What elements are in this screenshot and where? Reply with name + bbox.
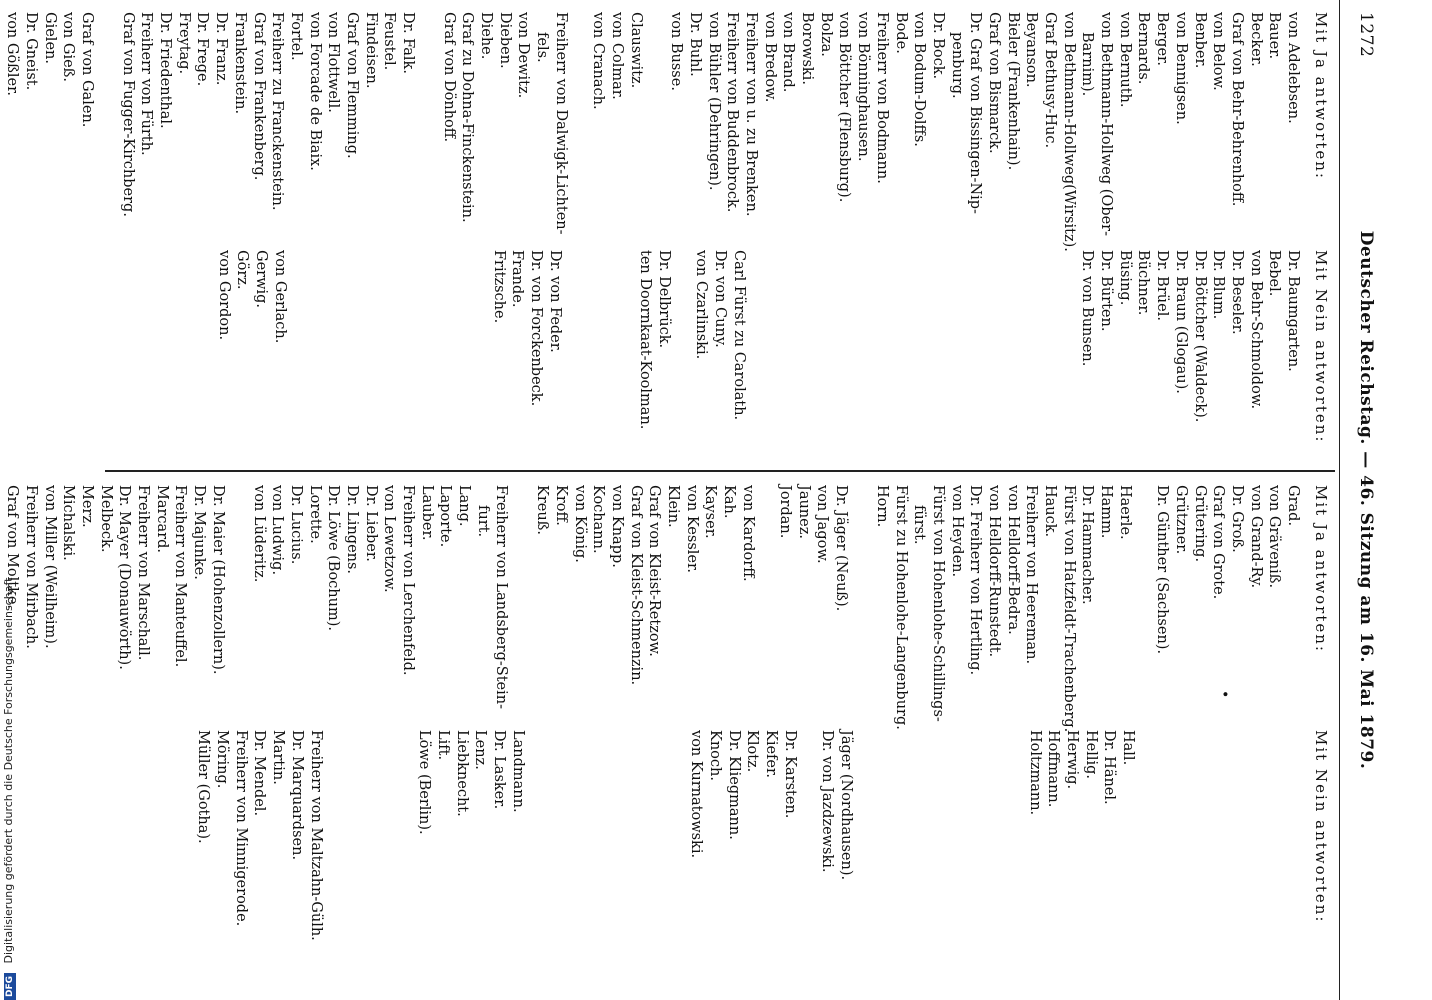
member-name: Dr. Majunke. [191, 485, 208, 580]
member-name: Graf von Flemming. [344, 12, 360, 159]
member-name: Dr. Baumgarten. [1285, 250, 1301, 372]
member-name: Dr. von Forckenbeck. [527, 250, 544, 407]
member-name: Dr. Delbrück. [656, 250, 672, 349]
member-name: Graf von Frankenberg. [250, 12, 267, 181]
member-name: Freiherr von Maltzahn-Gülh. [307, 730, 324, 941]
dfg-logo: DFG [4, 973, 16, 1000]
member-name: Becker. [1247, 12, 1264, 67]
member-name: Kochann. [590, 485, 607, 554]
member-name: fürst. [911, 505, 928, 545]
member-name: Kreuß. [534, 485, 551, 535]
member-name: Graf von Dönhoff. [440, 12, 457, 143]
member-name: von Gieß. [60, 12, 77, 82]
member-name: Freiherr von Fürth. [138, 12, 155, 156]
member-name: Fürst von Hohenlohe-Schillings- [929, 485, 946, 722]
member-name: Dr. Kliegmann. [725, 730, 742, 840]
left-ja-group-f [118, 12, 417, 252]
member-name: Feustel. [381, 12, 398, 71]
member-name: Knoch. [707, 730, 724, 781]
member-name: Hoffmann. [1045, 730, 1062, 808]
member-name: Kah. [721, 485, 738, 519]
member-name: Lang. [456, 485, 473, 527]
member-name: Dr. Blum. [1210, 250, 1227, 320]
member-name: Laporte. [437, 485, 454, 548]
member-name: Freytag. [175, 12, 192, 75]
member-name: Gielen. [41, 12, 58, 64]
member-name: Graf von Bismarck. [986, 12, 1002, 154]
member-name: Grützner. [1172, 485, 1189, 555]
member-name: Martin. [270, 730, 287, 785]
member-name: Dr. Falk. [400, 12, 417, 74]
member-name: Hauck. [1042, 485, 1059, 538]
member-name: von Bernuth. [1116, 12, 1133, 108]
member-name: von Helldorff-Runstedt. [986, 485, 1002, 658]
member-name: von Cranach. [590, 12, 607, 110]
member-name: Fortel. [287, 12, 304, 61]
member-name: von Flottwell. [325, 12, 342, 113]
member-name: Grütering. [1191, 485, 1208, 563]
member-name: von Bethmann-Hollweg(Wirsitz). [1060, 12, 1077, 252]
member-name: Landmann. [509, 730, 526, 813]
member-name: von Kardorff. [739, 485, 756, 582]
member-name: von Brand. [780, 12, 797, 93]
member-name: Dr. Lasker. [491, 730, 507, 810]
member-name: Freiherr von Minnigerode. [232, 730, 249, 927]
member-name: Dr. von Feder. [546, 250, 563, 353]
right-ja-group-g-h [872, 485, 1302, 732]
member-name: Klotz. [744, 730, 761, 773]
member-name: Möring. [214, 730, 231, 789]
member-name: Graf von Moltke. [4, 485, 21, 610]
member-name: Frankenstein. [231, 12, 248, 115]
member-name: von Czarlinski. [693, 250, 710, 360]
left-ja-column [3, 12, 1330, 252]
member-name: von Grand-Ry. [1247, 485, 1264, 589]
member-name: Bolza. [817, 12, 834, 57]
member-name: Dr. Buhl. [687, 12, 703, 77]
member-name: Dr. Freiherr von Hertling. [967, 485, 984, 676]
member-name: Findeisen. [362, 12, 379, 89]
member-name: Dr. Löwe (Bochum). [325, 485, 342, 631]
member-name: Benber. [1191, 12, 1208, 69]
member-name: Liebknecht. [453, 730, 470, 817]
member-name: fels. [534, 32, 551, 63]
member-name: Büsing. [1116, 250, 1133, 306]
member-name: Dr. Lingens. [344, 485, 360, 575]
member-name: Freiherr von Manteuffel. [172, 485, 189, 668]
member-name: Melbeck. [97, 485, 114, 553]
member-name: Dr. Friedenthal. [157, 12, 174, 129]
member-name: von Kessler. [683, 485, 700, 573]
member-name: von Behr-Schmoldow. [1247, 250, 1264, 410]
member-name: Dr. von Jazdzewski. [819, 730, 836, 873]
member-name: Freiherr zu Franckenstein. [269, 12, 286, 211]
member-name: Bieler (Frankenhain). [1004, 12, 1021, 171]
right-ja-group-l [249, 485, 511, 732]
right-nein-group-m [194, 730, 325, 941]
member-name: von Bönninghausen. [855, 12, 872, 162]
left-nein-group-b [1078, 250, 1302, 443]
member-name [799, 730, 818, 941]
member-name: Kiefer. [763, 730, 780, 778]
member-name: von Bennigsen. [1172, 12, 1189, 125]
page-title: Deutscher Reichstag. — 46. Sitzung am 16. Mai 1879. [1356, 230, 1376, 770]
member-name: Fürst zu Hohenlohe-Langenburg. [892, 485, 909, 730]
member-name: Büchner. [1135, 250, 1152, 316]
member-name: von Bodum-Dolffs. [911, 12, 928, 147]
member-name: Lauber. [418, 485, 435, 541]
member-name: Dr. Groß. [1228, 485, 1245, 553]
member-name: Frande. [509, 250, 526, 308]
right-ja-group-j-k [533, 485, 851, 732]
member-name [1134, 485, 1153, 732]
member-name: Dr. Hammacher. [1079, 485, 1096, 605]
digitization-note [2, 578, 16, 1000]
member-name: von Adelebsen. [1285, 12, 1301, 124]
member-name: Holtzmann. [1026, 730, 1043, 816]
member-name: ten Doornkaat-Koolman. [637, 250, 654, 430]
member-name [570, 12, 589, 252]
member-name: Dr. Gneist. [23, 12, 39, 91]
page-number: 1272 [1356, 12, 1376, 58]
member-name: Kroff. [552, 485, 569, 526]
member-name: von Dewitz. [515, 12, 532, 99]
member-name: Jordan. [777, 485, 794, 539]
member-name: von Heyden. [948, 485, 965, 578]
member-name: von Busse. [668, 12, 685, 91]
member-name: Dr. Mendel. [251, 730, 268, 817]
member-name: Müller (Gotha). [195, 730, 212, 844]
member-name: Borowski. [799, 12, 816, 85]
member-name: von Bühler (Dehringen). [705, 12, 722, 191]
member-name: von Gerlach. [271, 250, 288, 344]
left-ja-group-b [667, 12, 1302, 252]
member-name: Diehe. [478, 12, 495, 60]
member-name: von Below. [1210, 12, 1227, 91]
member-name: von Lüderitz. [250, 485, 267, 583]
member-name: Dr. Marquardsen. [288, 730, 305, 861]
member-name: Carl Fürst zu Carolath. [730, 250, 747, 421]
member-name: Merz. [79, 485, 96, 528]
right-nein-group-l [415, 730, 527, 941]
member-name: Berger. [1154, 12, 1171, 66]
left-nein-header: Mit Nein antworten: [1312, 250, 1330, 444]
left-nein-group-c-d [636, 250, 748, 443]
member-name: Gerwig. [253, 250, 270, 309]
member-name: von Lewetzow. [381, 485, 398, 593]
member-name: von Böttcher (Flensburg). [836, 12, 853, 203]
member-name: von Bethmann-Hollweg (Ober- [1098, 12, 1115, 237]
member-name: Dr. von Bunsen. [1079, 250, 1096, 367]
member-name: Dr. von Cuny. [712, 250, 729, 348]
right-nein-group-j-k [687, 730, 855, 941]
member-name: Lenz. [472, 730, 489, 770]
member-name: Bode. [892, 12, 909, 54]
member-name: Bernards. [1135, 12, 1152, 85]
member-name: furt. [474, 505, 491, 538]
member-name: Grad. [1285, 485, 1301, 527]
member-name: Clauswitz. [627, 12, 644, 89]
member-name: Hall. [1120, 730, 1136, 766]
member-name: Graf von Behr-Behrenhoff. [1228, 12, 1245, 207]
member-name: Freiherr von Heereman. [1023, 485, 1040, 665]
left-nein-column [214, 250, 1330, 443]
member-name: Dieben. [496, 12, 513, 69]
member-name: von Gordon. [215, 250, 232, 341]
member-name: Dr. Graf von Bissingen-Nip- [967, 12, 984, 214]
member-name: von Jagow. [814, 485, 831, 564]
left-ja-group-c-d [439, 12, 645, 252]
right-nein-group-h [1025, 730, 1137, 941]
member-name: von König. [571, 485, 588, 563]
member-name: Jaunez. [795, 485, 812, 539]
member-name: Horn. [873, 485, 890, 528]
member-name: penburg. [948, 32, 965, 99]
member-name: Graf zu Dohna-Finckenstein. [459, 12, 476, 223]
member-name [673, 250, 692, 443]
member-name: von Ludwig. [269, 485, 286, 576]
member-name: Graf von Galen. [79, 12, 96, 128]
right-nein-header: Mit Nein antworten: [1312, 730, 1330, 924]
member-name: Bauer. [1266, 12, 1283, 60]
member-name: Dr. Frege. [194, 12, 211, 87]
left-ja-header: Mit Ja antworten: [1312, 12, 1330, 180]
member-name: Graf von Kleist-Retzow. [646, 485, 663, 657]
center-divider [105, 470, 1335, 472]
member-name: von Gräveniß. [1266, 485, 1283, 589]
left-nein-group-g [214, 250, 289, 443]
member-name: Freiherr von Dalwigk-Lichten- [552, 12, 569, 235]
member-name: Freiherr von Mirbach. [23, 485, 39, 649]
member-name: Lorette. [306, 485, 323, 544]
member-name: Freiherr von Marschall. [135, 485, 152, 661]
member-name: Haerle. [1116, 485, 1133, 540]
member-name: Michalski. [60, 485, 77, 561]
member-name: Dr. Mayer (Donauwörth). [116, 485, 133, 670]
member-name: Freiherr von u. zu Brenken. [743, 12, 760, 217]
member-name: Freiherr von Lerchenfeld. [400, 485, 417, 676]
member-name: Marcard. [153, 485, 170, 554]
member-name: Klein. [665, 485, 681, 528]
member-name: Dr. Maier (Hohenzollern). [209, 485, 226, 675]
member-name: Hamm. [1098, 485, 1115, 539]
member-name: Dr. Karsten. [781, 730, 798, 819]
right-ja-group-m [3, 485, 227, 732]
member-name: Löwe (Berlin). [416, 730, 433, 835]
member-name: Fritzsche. [490, 250, 507, 324]
member-name: Freiherr von Landsberg-Stein- [493, 485, 510, 709]
member-name: von Knapp. [608, 485, 625, 568]
member-name: Graf von Fugger-Kirchberg. [119, 12, 136, 217]
member-name: Kayser. [702, 485, 719, 539]
member-name: Bebel. [1266, 250, 1283, 297]
member-name: Görz. [234, 250, 251, 290]
member-name: Fürst von Hatzfeldt-Trachenberg. [1060, 485, 1077, 733]
member-name: Graf von Grote. [1210, 485, 1227, 600]
member-name: Dr. Hänel. [1101, 730, 1118, 805]
member-name: von Helldorff-Bedra. [1004, 485, 1021, 635]
member-name: von Gößler. [4, 12, 21, 97]
stray-mark: • [1216, 690, 1232, 699]
member-name: von Miller (Weilheim). [41, 485, 58, 649]
member-name: Dr. Franz. [213, 12, 230, 86]
member-name: Dr. Böttcher (Waldeck). [1191, 250, 1208, 423]
member-name: Dr. Braun (Glogau). [1172, 250, 1189, 394]
member-name: von Colmar. [608, 12, 625, 100]
member-name: von Forcade de Biaix. [306, 12, 323, 171]
left-nein-group-f [489, 250, 564, 443]
member-name: Freiherr von Buddenbrock. [724, 12, 741, 213]
member-name: Lift. [434, 730, 451, 761]
header-divider [1339, 0, 1340, 1000]
member-name: Jäger (Nordhausen). [837, 730, 854, 881]
member-name [757, 485, 776, 732]
member-name: von Bredow. [761, 12, 778, 103]
member-name: Dr. Günther (Sachsen). [1154, 485, 1171, 655]
member-name: Dr. Beseler. [1228, 250, 1245, 335]
member-name: Dr. Jäger (Neuß). [833, 485, 850, 612]
member-name: Graf Bethusy-Huc. [1042, 12, 1059, 149]
member-name: Beyanson. [1023, 12, 1040, 88]
member-name: Dr. Lucius. [287, 485, 304, 565]
member-name: Graf von Kleist-Schmenzin. [627, 485, 644, 686]
member-name: Freiherr von Bodmann. [873, 12, 890, 184]
left-ja-group-g [3, 12, 96, 252]
member-name: Dr. Brüel. [1154, 250, 1171, 321]
member-name: Dr. Bock. [929, 12, 946, 80]
member-name: Dr. Lieber. [362, 485, 379, 562]
member-name: Dr. Bürten. [1098, 250, 1115, 332]
member-name: Hellig. [1082, 730, 1099, 780]
digitization-text: Digitalisierung gefördert durch die Deutsche Forschungsgemeinschaft [2, 577, 15, 964]
right-ja-column [3, 485, 1330, 732]
member-name: von Kurnatowski. [688, 730, 705, 859]
right-ja-header: Mit Ja antworten: [1312, 485, 1330, 653]
member-name: Herwig. [1063, 730, 1080, 790]
page-header [1346, 0, 1376, 1000]
member-name: Barnim). [1079, 32, 1096, 97]
right-nein-column [194, 730, 1330, 941]
